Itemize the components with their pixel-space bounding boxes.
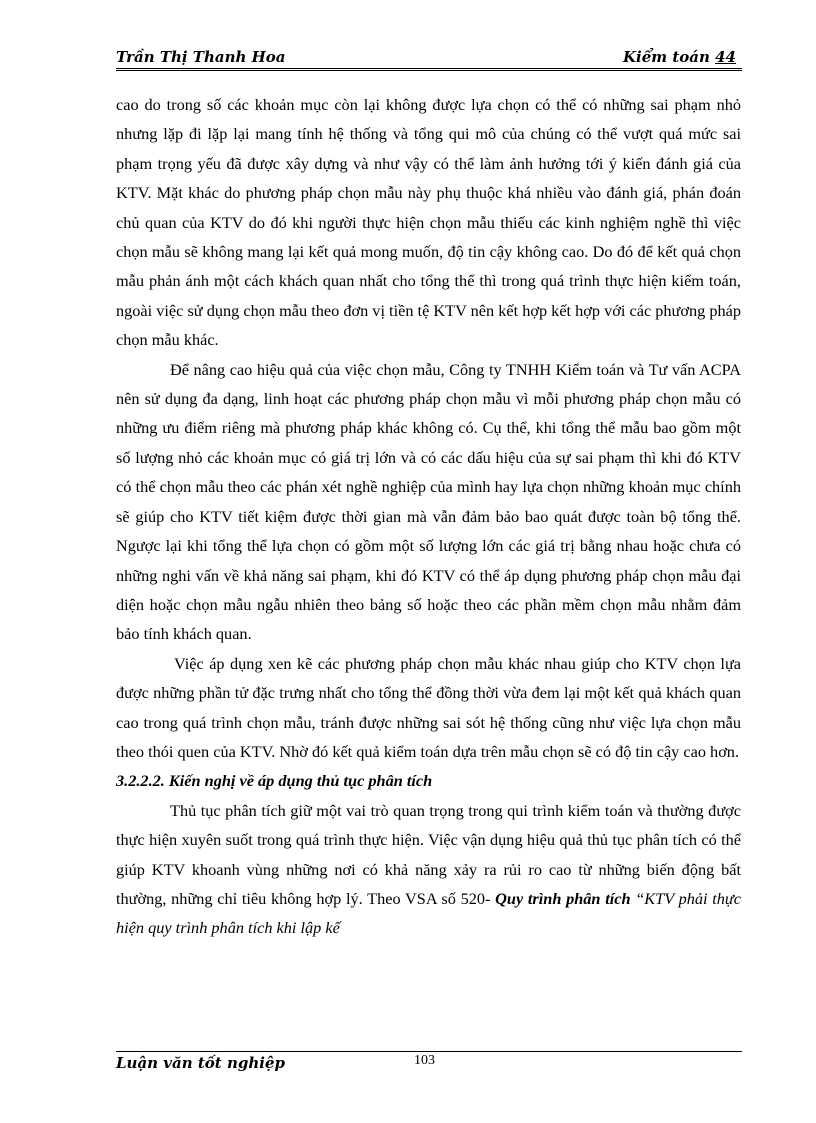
paragraph-4-bold: Quy trình phân tích <box>495 888 631 908</box>
footer-divider <box>116 1051 742 1052</box>
paragraph-3: Việc áp dụng xen kẽ các phương pháp chọn mẫu khác nhau giúp cho KTV chọn lựa được những phần tử đặc trưng nhất cho tổng thể đồng thời vừa đem lại một kết quả khách quan cao trong quá trình chọn mẫu, tránh được những sai sót hệ thống cũng như việc lựa chọn mẫu theo thói quen của KTV. Nhờ đó kết quả kiểm toán dựa trên mẫu chọn sẽ có độ tin cậy cao hơn. <box>116 653 741 761</box>
header-course-number: 44 <box>715 48 736 66</box>
section-heading: 3.2.2.2. Kiến nghị về áp dụng thủ tục phân tích <box>116 771 433 791</box>
header-course-prefix: Kiểm toán <box>622 48 716 66</box>
paragraph-4 <box>116 796 741 943</box>
footer-title: Luận văn tốt nghiệp <box>116 1054 285 1072</box>
paragraph-2: Để nâng cao hiệu quả của việc chọn mẫu, Công ty TNHH Kiểm toán và Tư vấn ACPA nên sử dụng đa dạng, linh hoạt các phương pháp chọn mẫu vì mỗi phương pháp chọn mẫu có những ưu điểm riêng mà phương pháp khác không có. Cụ thể, khi tổng thể mẫu bao gồm một số lượng nhỏ các khoản mục có giá trị lớn và có các dấu hiệu của sự sai phạm thì khi đó KTV có thể chọn mẫu theo các phán xét nghề nghiệp của mình hay lựa chọn những khoản mục chính sẽ giúp cho KTV tiết kiệm được thời gian mà vẫn đảm bảo bao quát được toàn bộ tổng thể. Ngược lại khi tổng thể lựa chọn có gồm một số lượng lớn các giá trị bằng nhau hoặc chưa có những nghi vấn về khả năng sai phạm, khi đó KTV có thể áp dụng phương pháp chọn mẫu đại diện hoặc chọn mẫu ngẫu nhiên theo bảng số hoặc theo các phần mềm chọn mẫu nhằm đảm bảo tính khách quan. <box>116 359 741 644</box>
page-header <box>116 48 742 71</box>
paragraph-1: cao do trong số các khoản mục còn lại không được lựa chọn có thể có những sai phạm nhỏ nhưng lặp đi lặp lại mang tính hệ thống và tổng qui mô của chúng có thể vượt quá mức sai phạm trọng yếu đã được xây dựng và như vậy có thể làm ảnh hưởng tới ý kiến đánh giá của KTV. Mặt khác do phương pháp chọn mẫu này phụ thuộc khá nhiều vào đánh giá, phán đoán chủ quan của KTV do đó khi người thực hiện chọn mẫu thiếu các kinh nghiệm nghề thì việc chọn mẫu sẽ không mang lại kết quả mong muốn, độ tin cậy không cao. Do đó để kết quả chọn mẫu phản ánh một cách khách quan nhất cho tổng thể thì trong quá trình thực hiện kiểm toán, ngoài việc sử dụng chọn mẫu theo đơn vị tiền tệ KTV nên kết hợp kết hợp với các phương pháp chọn mẫu khác. <box>116 95 741 350</box>
paragraph-4-quote: “KTV phải thực hiện quy trình phân tích khi lập kế <box>116 888 741 938</box>
header-course <box>623 48 736 66</box>
page-number: 103 <box>414 1053 435 1068</box>
header-author: Trần Thị Thanh Hoa <box>116 48 286 66</box>
paragraph-4-main: Thủ tục phân tích giữ một vai trò quan trọng trong qui trình kiểm toán và thường được thực hiện xuyên suốt trong quá trình thực hiện. Việc vận dụng hiệu quả thủ tục phân tích có thể giúp KTV khoanh vùng những nơi có khả năng xảy ra rủi ro cao từ những biến động bất thường, những chỉ tiêu không hợp lý. Theo VSA số 520- <box>116 800 741 908</box>
body-text <box>116 90 741 943</box>
